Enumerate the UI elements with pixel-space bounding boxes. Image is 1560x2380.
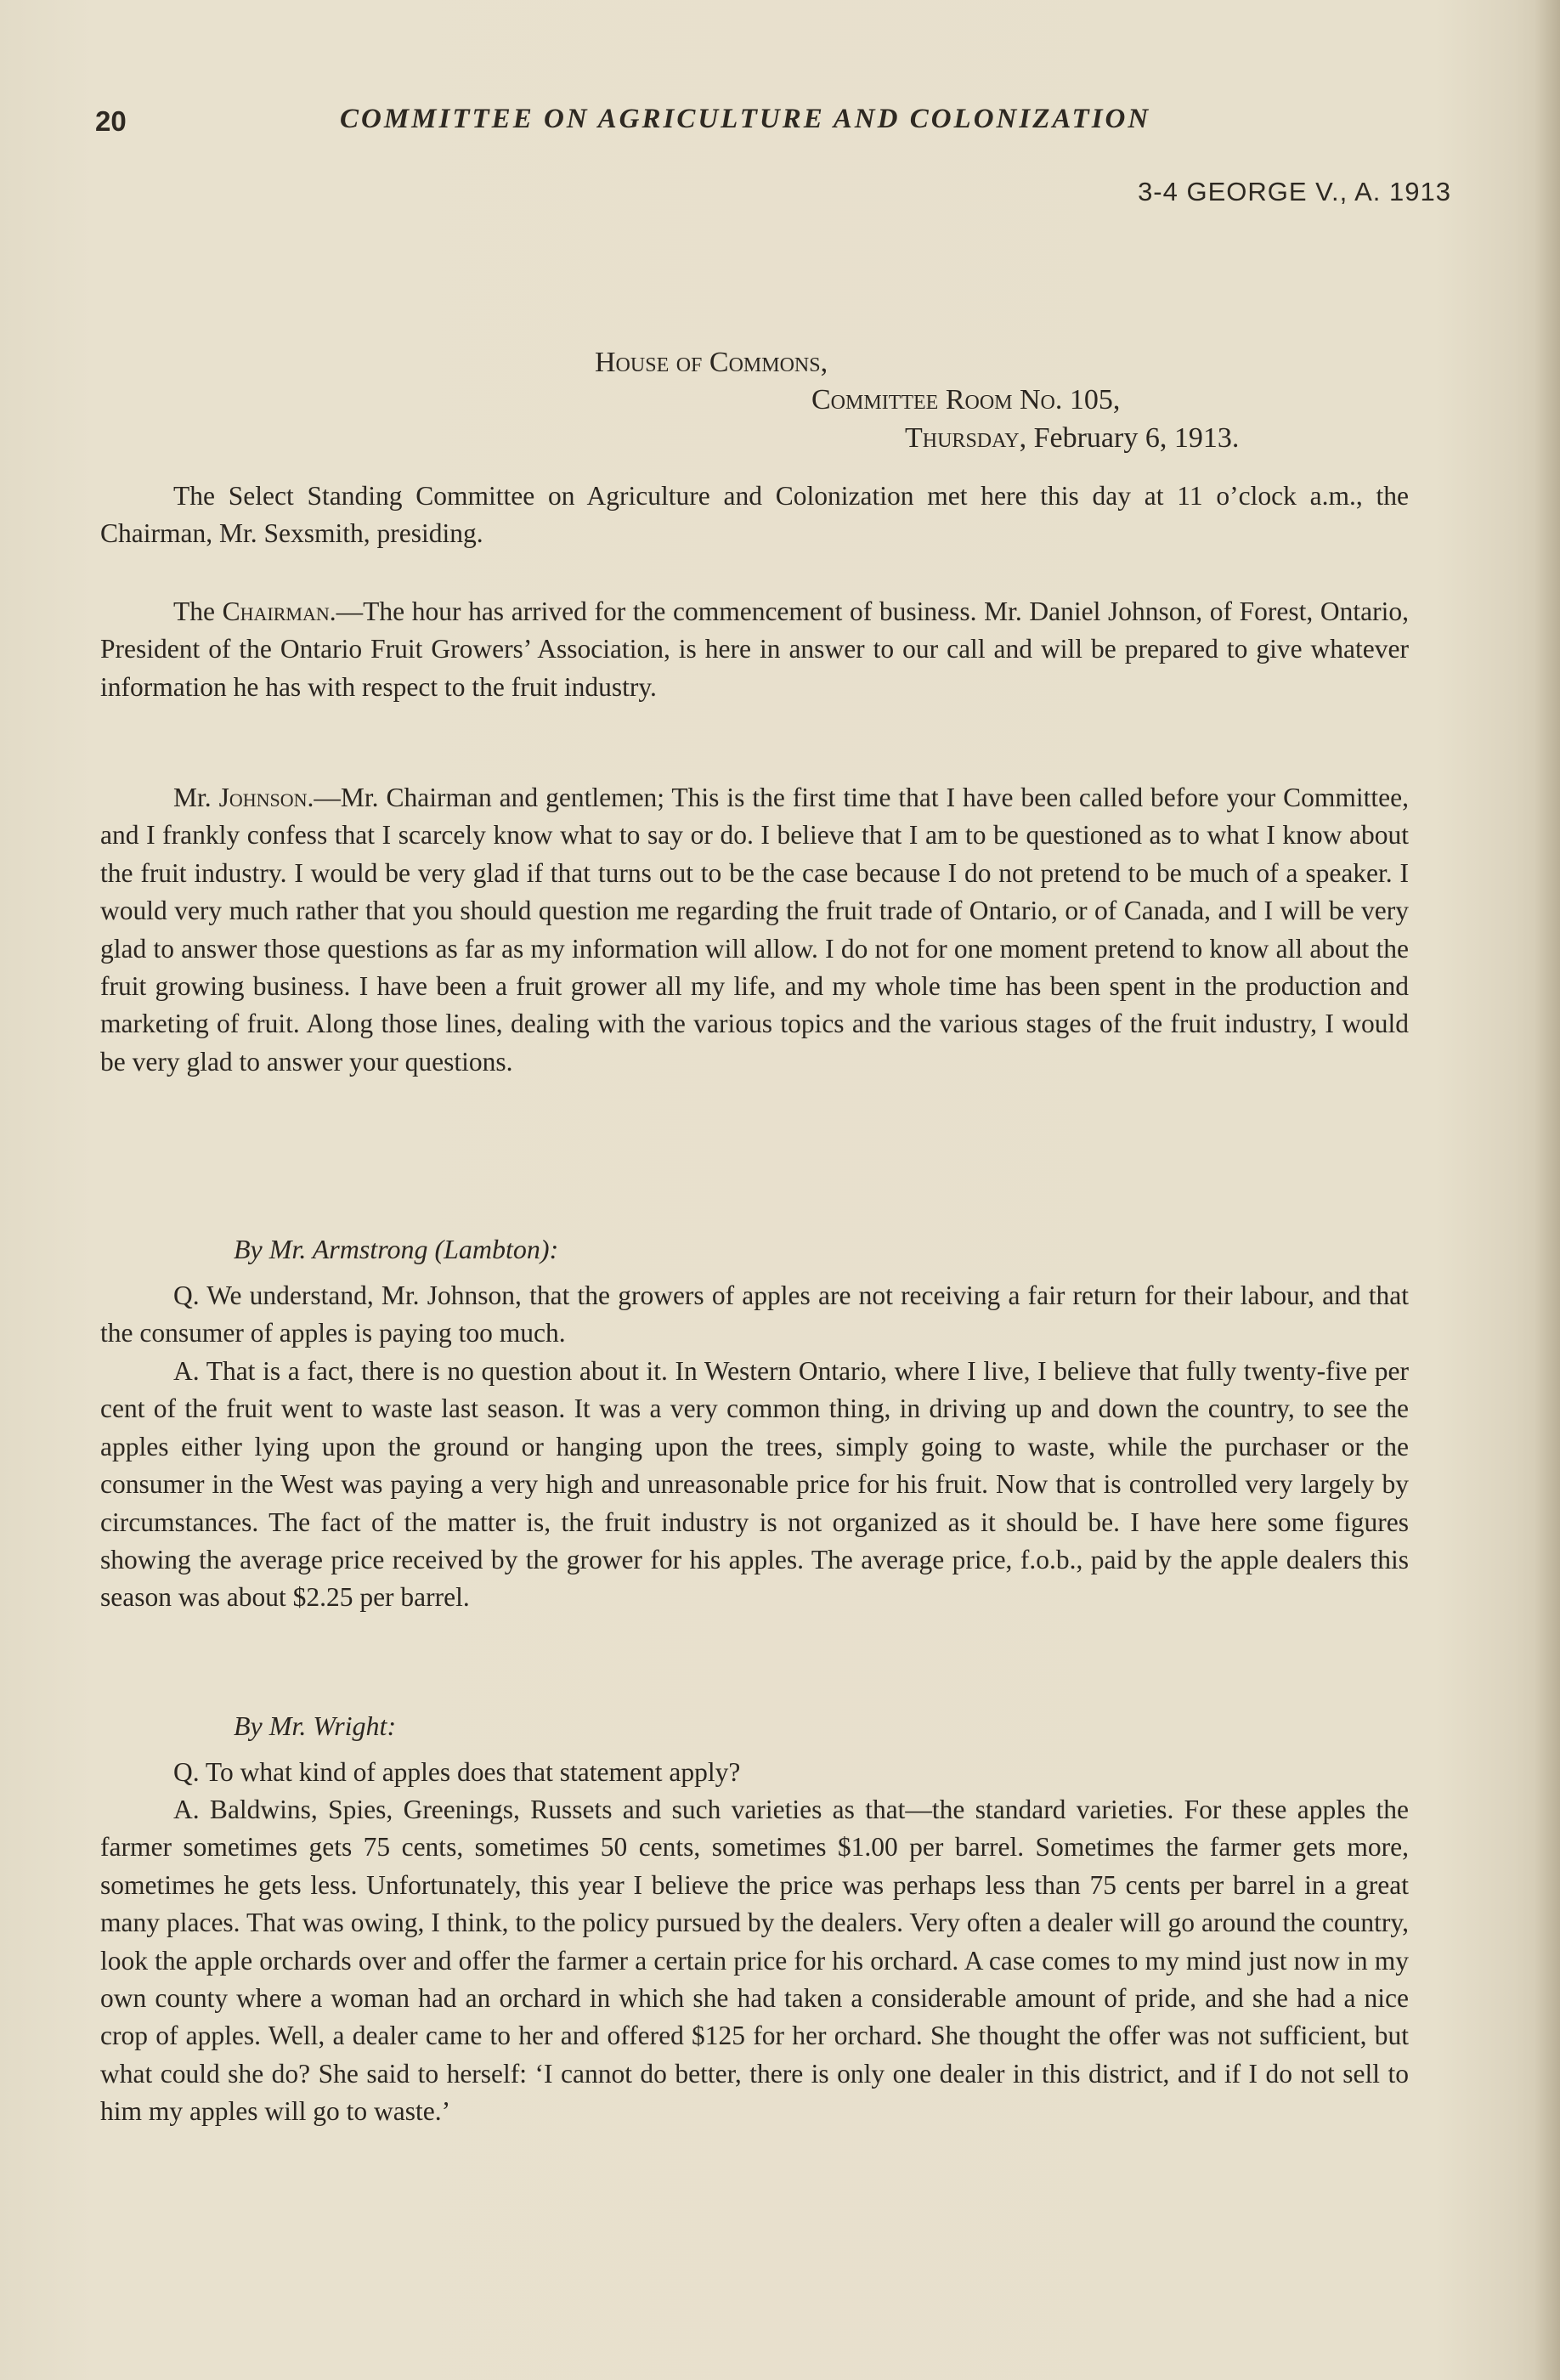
johnson-text: —Mr. Chairman and gentlemen; This is the first time that I have been called before your Committee, and I frankly confess that I scarcely know what to say or do. I believe that I am to be questioned as to what I know about the fruit industry. I would be very glad if that turns out to be the case because I do not pretend to be much of a speaker. I would very much rather that you should question me regarding the fruit trade of Ontario, or of Canada, and I will be very glad to answer those questions as far as my information will allow. I do not for one moment pretend to know all about the fruit growing business. I have been a fruit grower all my life, and my whole time has been spent in the production and marketing of fruit. Along those lines, dealing with the various topics and the various stages of the fruit industry, I would be very glad to answer your questions. [100, 783, 1409, 1077]
chairman-text: —The hour has arrived for the commencement of business. Mr. Daniel Johnson, of Forest, Ontario, President of the Ontario Fruit Growers’ Association, is here in answer to our call and will be prepared to give whatever information he has with respect to the fruit industry. [100, 596, 1409, 702]
opening-text: The Select Standing Committee on Agriculture and Colonization met here this day at 11 o’clock a.m., the Chairman, Mr. Sexsmith, presiding. [100, 481, 1409, 549]
johnson-speaker: Johnson. [218, 783, 314, 812]
dateline-day: Thursday, [905, 422, 1027, 454]
chairman-paragraph [100, 593, 1409, 706]
examiner-armstrong: By Mr. Armstrong (Lambton): [234, 1234, 559, 1264]
page-number: 20 [95, 105, 127, 137]
opening-paragraph [100, 478, 1409, 553]
chairman-prefix: The [173, 596, 223, 626]
question-2-text: Q. To what kind of apples does that statement apply? [173, 1757, 741, 1787]
answer-2 [100, 1791, 1409, 2131]
page-edge-shadow [1535, 0, 1560, 2380]
answer-1-text: A. That is a fact, there is no question about it. In Western Ontario, where I live, I believe that fully twenty-five per cent of the fruit went to waste last season. It was a very common thing, in driving up and down the country, to see the apples either lying upon the ground or hanging upon the trees, simply going to waste, while the purchaser or the consumer in the West was paying a very high and unreasonable price for his fruit. Now that is controlled very largely by circumstances. The fact of the matter is, the fruit industry is not organized as it should be. I have here some figures showing the average price received by the grower for his apples. The average price, f.o.b., paid by the apple dealers this season was about $2.25 per barrel. [100, 1356, 1409, 1613]
question-1-text: Q. We understand, Mr. Johnson, that the growers of apples are not receiving a fair return for their labour, and that the consumer of apples is paying too much. [100, 1280, 1409, 1348]
answer-1 [100, 1353, 1409, 1617]
dateline-date [905, 422, 1239, 455]
examiner-wright: By Mr. Wright: [234, 1710, 397, 1741]
question-1 [100, 1277, 1409, 1353]
answer-2-text: A. Baldwins, Spies, Greenings, Russets and such varieties as that—the standard varieties. For these apples the farmer sometimes gets 75 cents, sometimes 50 cents, sometimes $1.00 per barrel. Sometimes the farmer gets more, sometimes he gets less. Unfortunately, this year I believe the price was perhaps less than 75 cents per barrel in a great many places. That was owing, I think, to the policy pursued by the dealers. Very often a dealer will go around the country, look the apple orchards over and offer the farmer a certain price for his orchard. A case comes to my mind just now in my own county where a woman had an orchard in which she had taken a considerable amount of pride, and she had a nice crop of apples. Well, a dealer came to her and offered $125 for her orchard. She thought the offer was not sufficient, but what could she do? She said to herself: ‘I cannot do better, there is only one dealer in this district, and if I do not sell to him my apples will go to waste.’ [100, 1795, 1409, 2127]
dateline-house: House of Commons, [595, 347, 828, 378]
chairman-speaker: Chairman. [222, 596, 336, 626]
running-head: COMMITTEE ON AGRICULTURE AND COLONIZATION [340, 104, 1151, 134]
question-2 [100, 1754, 1409, 1791]
session-label: 3-4 GEORGE V., A. 1913 [1138, 177, 1451, 206]
dateline-full-date: February 6, 1913. [1033, 422, 1240, 454]
johnson-prefix: Mr. [173, 783, 219, 812]
johnson-paragraph [100, 779, 1409, 1081]
dateline-room: Committee Room No. 105, [811, 384, 1121, 416]
